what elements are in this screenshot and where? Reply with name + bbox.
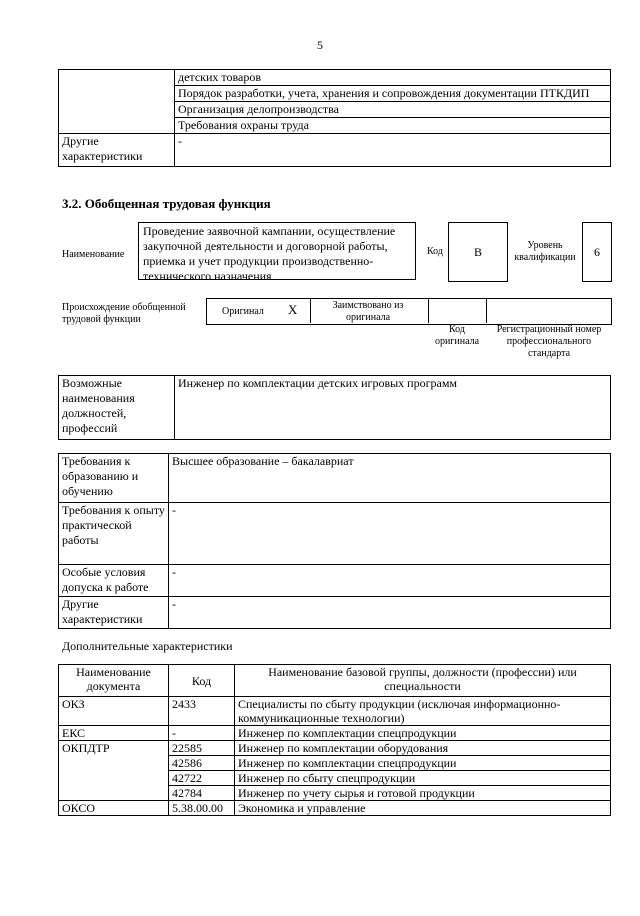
table-row (59, 741, 611, 756)
code-cell: - (169, 726, 235, 741)
req-value: - (169, 565, 611, 597)
page-number: 5 (317, 38, 323, 52)
level-value: 6 (582, 222, 612, 282)
name-cell: Экономика и управление (235, 801, 611, 816)
additional-table (58, 664, 611, 816)
divider (310, 298, 311, 323)
origin-label: Происхождение обобщенной трудовой функции (62, 302, 186, 325)
req-label: Требования к опыту практической работы (59, 503, 169, 565)
table-row (59, 597, 611, 629)
positions-table (58, 375, 611, 440)
table-cell: детских товаров (175, 70, 611, 86)
table-row (59, 801, 611, 816)
code-cell: 2433 (169, 697, 235, 726)
other-label: Другие характеристики (59, 134, 175, 167)
table-row (59, 134, 611, 167)
name-cell: Инженер по комплектации оборудования (235, 741, 611, 756)
table-row (59, 697, 611, 726)
section-title: 3.2. Обобщенная трудовая функция (62, 196, 271, 211)
name-cell: Инженер по сбыту спецпродукции (235, 771, 611, 786)
req-label: Особые условия допуска к работе (59, 565, 169, 597)
additional-title: Дополнительные характеристики (62, 639, 233, 653)
divider (486, 298, 487, 323)
doc-cell: ОКЗ (59, 697, 169, 726)
other-value: - (175, 134, 611, 167)
table-cell: Требования охраны труда (175, 118, 611, 134)
borrowed-label: Заимствовано из оригинала (332, 300, 404, 323)
table-cell: Порядок разработки, учета, хранения и сопровождения документации ПТКДИП (175, 86, 611, 102)
original-label: Оригинал (222, 306, 264, 317)
name-cell: Инженер по комплектации спецпродукции (235, 756, 611, 771)
code-cell: 22585 (169, 741, 235, 756)
req-label: Требования к образованию и обучению (59, 454, 169, 503)
req-value: - (169, 597, 611, 629)
code-cell: 42586 (169, 756, 235, 771)
code-cell: 5.38.00.00 (169, 801, 235, 816)
name-label: Наименование (62, 249, 125, 260)
doc-cell: ЕКС (59, 726, 169, 741)
empty-cell (59, 70, 175, 134)
code-cell: 42784 (169, 786, 235, 801)
table-row (59, 665, 611, 697)
table-row (59, 454, 611, 503)
req-value: Высшее образование – бакалавриат (169, 454, 611, 503)
header-cell: Наименование базовой группы, должности (профессии) или специальности (235, 665, 611, 697)
header-cell: Наименование документа (59, 665, 169, 697)
function-name: Проведение заявочной кампании, осуществление закупочной деятельности и договорной работы, приемка и учет продукции производственно-технического назначения (138, 222, 416, 280)
level-label: Уровень квалификации (514, 240, 576, 263)
req-value: - (169, 503, 611, 565)
divider (428, 298, 429, 323)
positions-label: Возможные наименования должностей, профессий (59, 376, 175, 440)
code-cell: 42722 (169, 771, 235, 786)
reg-caption: Регистрационный номер профессионального стандарта (496, 324, 602, 359)
top-table (58, 69, 611, 167)
positions-value: Инженер по комплектации детских игровых программ (175, 376, 611, 440)
code-caption: Код оригинала (434, 324, 480, 347)
table-row (59, 376, 611, 440)
original-mark: X (288, 302, 298, 317)
table-row (59, 726, 611, 741)
table-cell: Организация делопроизводства (175, 102, 611, 118)
doc-cell: ОКСО (59, 801, 169, 816)
req-label: Другие характеристики (59, 597, 169, 629)
table-row (59, 503, 611, 565)
code-label: Код (427, 246, 443, 257)
code-value: B (448, 222, 508, 282)
doc-cell: ОКПДТР (59, 741, 169, 801)
name-cell: Специалисты по сбыту продукции (исключая информационно-коммуникационные технологии) (235, 697, 611, 726)
table-row (59, 70, 611, 86)
name-cell: Инженер по учету сырья и готовой продукции (235, 786, 611, 801)
name-cell: Инженер по комплектации спецпродукции (235, 726, 611, 741)
requirements-table (58, 453, 611, 629)
header-cell: Код (169, 665, 235, 697)
table-row (59, 565, 611, 597)
